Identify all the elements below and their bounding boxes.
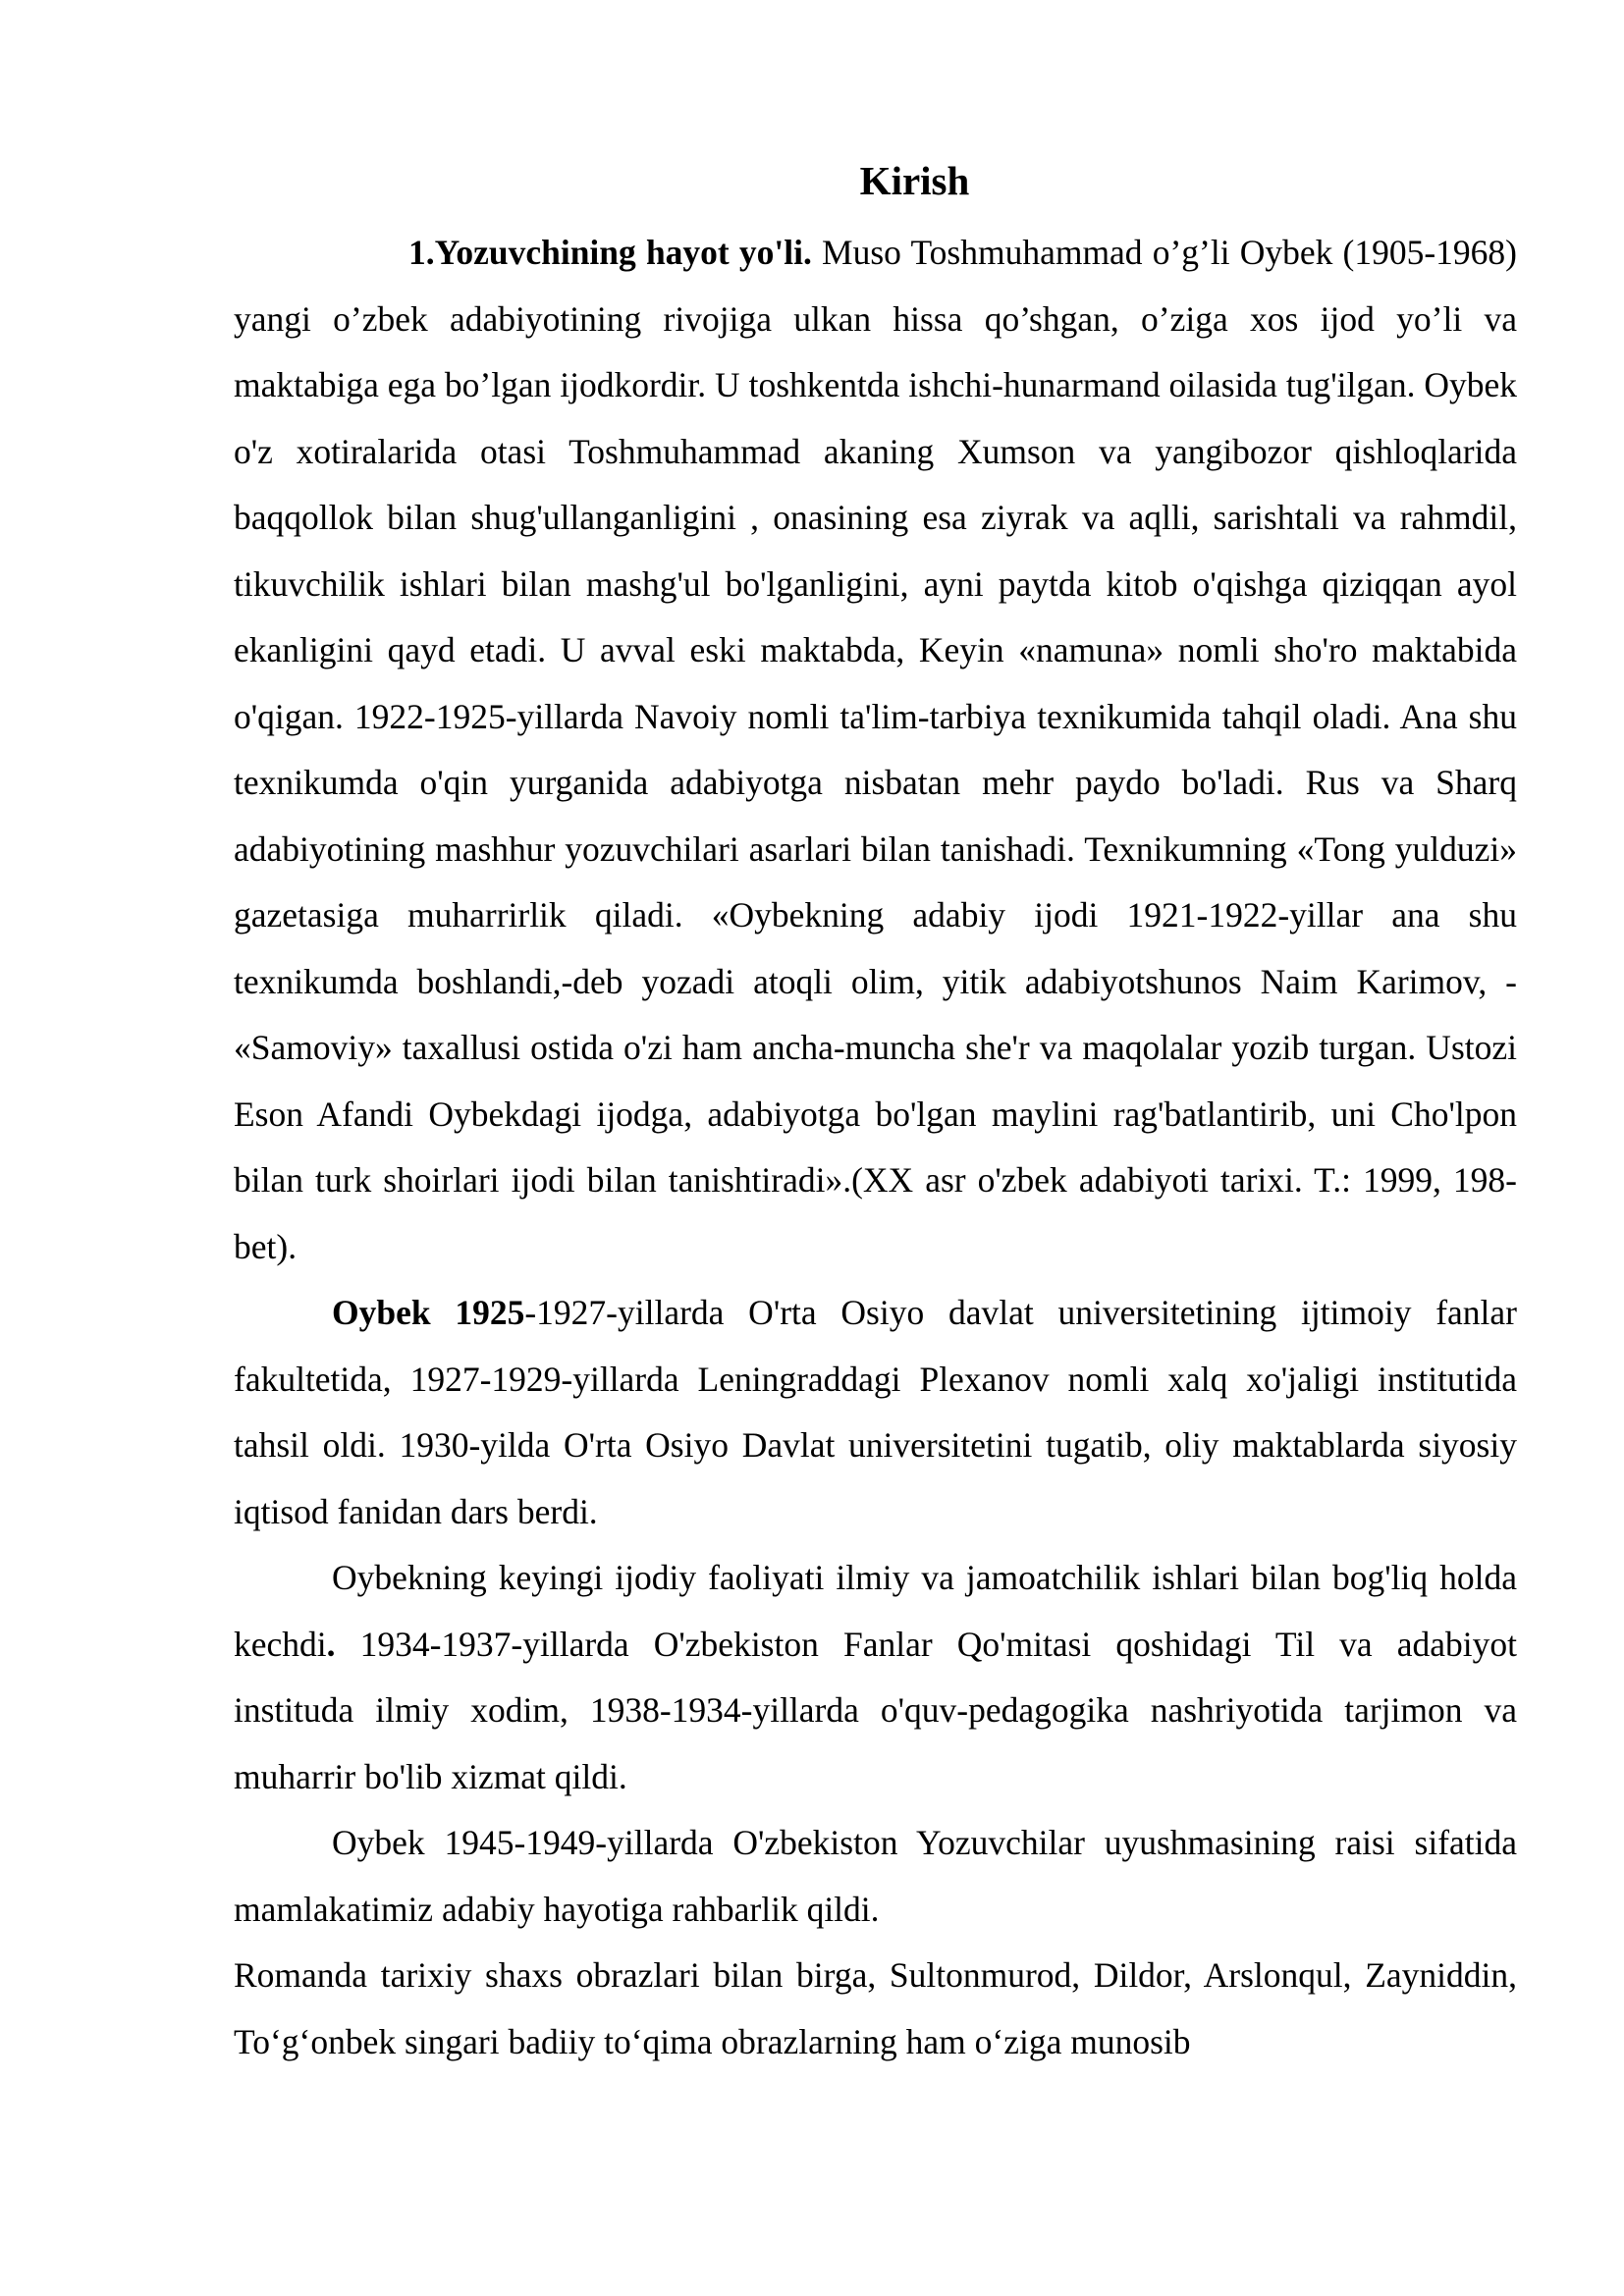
section-heading: 1.Yozuvchining hayot yo'li.: [408, 233, 812, 272]
paragraph-text: Muso Toshmuhammad o’g’li Oybek (1905-1968) yangi o’zbek adabiyotining rivojiga ulkan hissa qo’shgan, o’ziga xos ijod yo’li va maktabiga ega bo’lgan ijodkordir. U toshkentda ishchi-hunarmand oilasida tug'ilgan. Oybek o'z xotiralarida otasi Toshmuhammad akaning Xumson va yangibozor qishloqlarida baqqollok bilan shug'ullanganligini , onasining esa ziyrak va aqlli, sarishtali va rahmdil, tikuvchilik ishlari bilan mashg'ul bo'lganligini, ayni paytda kitob o'qishga qiziqqan ayol ekanligini qayd etadi. U avval eski maktabda, Keyin «namuna» nomli sho'ro maktabida o'qigan. 1922-1925-yillarda Navoiy nomli ta'lim-tarbiya texnikumida tahqil oladi. Ana shu texnikumda o'qin yurganida adabiyotga nisbatan mehr paydo bo'ladi. Rus va Sharq adabiyotining mashhur yozuvchilari asarlari bilan tanishadi. Texnikumning «Tong yulduzi» gazetasiga muharrirlik qiladi. «Oybekning adabiy ijodi 1921-1922-yillar ana shu texnikumda boshlandi,-deb yozadi atoqli olim, yitik adabiyotshunos Naim Karimov, - «Samoviy» taxallusi ostida o'zi ham ancha-muncha she'r va maqolalar yozib turgan. Ustozi Eson Afandi Oybekdagi ijodga, adabiyotga bo'lgan maylini rag'batlantirib, uni Cho'lpon bilan turk shoirlari ijodi bilan tanishtiradi».(XX asr o'zbek adabiyoti tarixi. T.: 1999, 198-bet).: [234, 233, 1518, 1266]
paragraph-text: Oybekning keyingi ijodiy faoliyati ilmiy va jamoatchilik ishlari bilan bog'liq holda kechdi: [234, 1558, 1517, 1664]
document-body: [234, 153, 1517, 2075]
paragraph-novel-characters: [234, 1943, 1517, 2075]
paragraph-union-chair: [234, 1810, 1517, 1943]
paragraph-lead-bold: Oybek 1925: [332, 1293, 525, 1332]
paragraph-text: 1934-1937-yillarda O'zbekiston Fanlar Qo'mitasi qoshidagi Til va adabiyot instituda ilmiy xodim, 1938-1934-yillarda o'quv-pedagogika nashriyotida tarjimon va muharrir bo'lib xizmat qildi.: [234, 1624, 1517, 1796]
paragraph-text: Oybek 1945-1949-yillarda O'zbekiston Yozuvchilar uyushmasining raisi sifatida mamlakatimiz adabiy hayotiga rahbarlik qildi.: [234, 1823, 1517, 1929]
paragraph-text: Romanda tarixiy shaxs obrazlari bilan birga, Sultonmurod, Dildor, Arslonqul, Zayniddin, To‘g‘onbek singari badiiy to‘qima obrazlarning ham o‘ziga munosib: [234, 1955, 1517, 2061]
paragraph-career: [234, 1545, 1517, 1810]
paragraph-education: [234, 1280, 1517, 1545]
paragraph-text: -1927-yillarda O'rta Osiyo davlat universitetining ijtimoiy fanlar fakultetida, 1927-1929-yillarda Leningraddagi Plexanov nomli xalq xo'jaligi institutida tahsil oldi. 1930-yilda O'rta Osiyo Davlat universitetini tugatib, oliy maktablarda siyosiy iqtisod fanidan dars berdi.: [234, 1293, 1517, 1531]
paragraph-biography-intro: [234, 220, 1517, 1280]
paragraph-bold-period: .: [326, 1624, 336, 1664]
page-title: Kirish: [859, 158, 970, 203]
